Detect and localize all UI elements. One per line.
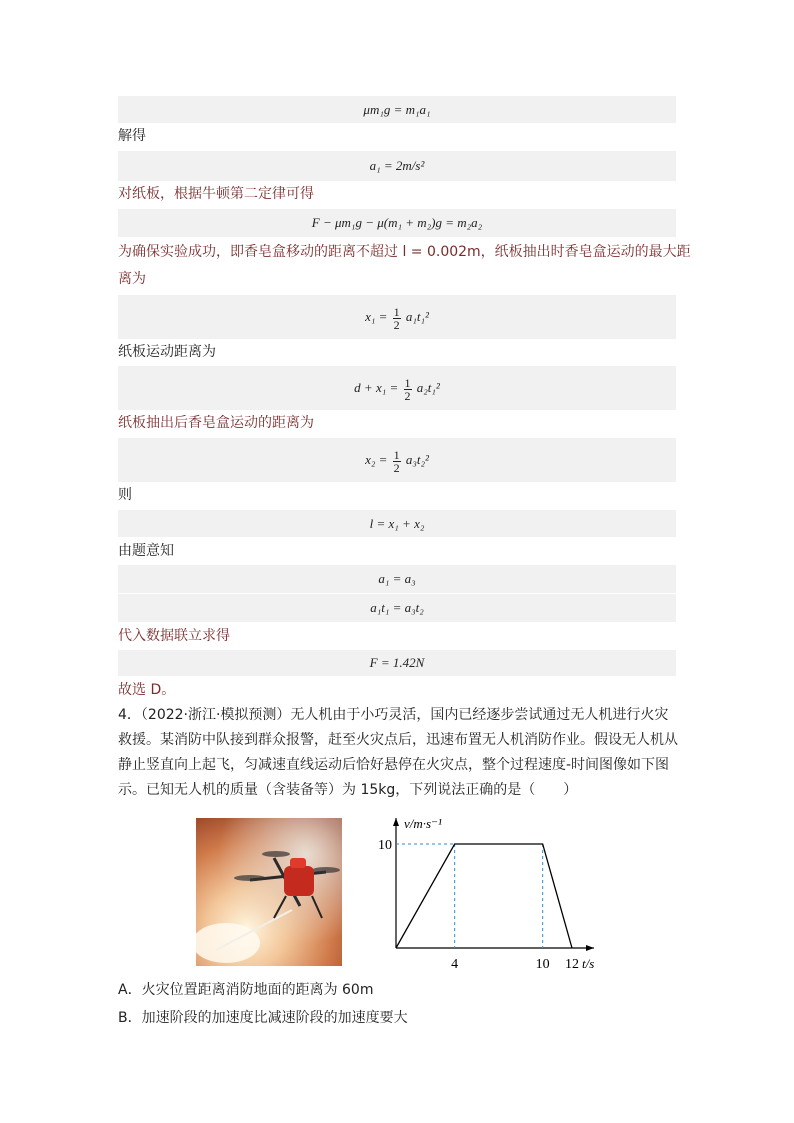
y-tick-label: 10 <box>378 838 392 853</box>
option-a[interactable]: A．火灾位置距离消防地面的距离为 60m <box>118 982 374 998</box>
fraction-half <box>393 306 401 331</box>
equation-lhs: x₁ = <box>365 309 388 324</box>
text-zhiban: 对纸板，根据牛顿第二定律可得 <box>118 186 314 202</box>
x-tick-label: 4 <box>451 957 459 972</box>
fraction-numerator: 1 <box>393 447 400 462</box>
fraction-denominator: 2 <box>393 460 400 475</box>
chart-series <box>396 844 572 948</box>
chart-guides <box>396 844 543 948</box>
equation-f-result <box>118 650 676 676</box>
equation-a1 <box>118 151 676 181</box>
equation-text: l = x₁ + x₂ <box>369 516 425 531</box>
fraction-denominator: 2 <box>393 317 400 332</box>
fraction-numerator: 1 <box>404 375 411 390</box>
velocity-time-chart <box>372 810 604 972</box>
equation-x2 <box>118 438 676 482</box>
equation-x1 <box>118 295 676 339</box>
y-axis-label: v/m·s⁻¹ <box>404 816 442 831</box>
equation-l-sum <box>118 510 676 537</box>
text-tiyi: 由题意知 <box>118 543 174 559</box>
text-dairu: 代入数据联立求得 <box>118 628 230 644</box>
fraction-half <box>404 377 412 402</box>
drone-fire-photo <box>196 818 342 966</box>
text-chouchu: 纸板抽出后香皂盒运动的距离为 <box>118 415 314 431</box>
x-tick-label: 12 <box>565 957 579 972</box>
equation-newton-board <box>118 209 676 237</box>
equation-text: μm₁g = m₁a₁ <box>363 102 431 117</box>
equation-rhs: a₁t₁² <box>405 309 429 324</box>
equation-lhs: x₂ = <box>365 452 388 467</box>
text-answer: 故选 D。 <box>118 682 176 698</box>
chart-axes <box>393 818 594 951</box>
equation-d-x1 <box>118 366 676 410</box>
x-axis-label: t/s <box>582 956 595 971</box>
equation-text: F = 1.42N <box>369 655 425 670</box>
text-quebao-line2: 离为 <box>118 271 146 287</box>
text-quebao-line1: 为确保实验成功，即香皂盒移动的距离不超过 l = 0.002m，纸板抽出时香皂盒运动的最大距 <box>118 244 691 260</box>
text-jiede: 解得 <box>118 128 146 144</box>
text-ze: 则 <box>118 487 132 503</box>
x-axis-arrow <box>586 945 594 951</box>
equation-text: a₁ = a₃ <box>378 571 416 586</box>
equation-text: a₁ = 2m/s² <box>369 158 425 173</box>
text-yundong: 纸板运动距离为 <box>118 344 216 360</box>
fraction-half <box>393 449 401 474</box>
fraction-numerator: 1 <box>393 304 400 319</box>
x-tick-label: 10 <box>535 957 550 972</box>
equation-friction <box>118 96 676 123</box>
equation-text: F − μm₁g − μ(m₁ + m₂)g = m₂a₂ <box>311 215 483 230</box>
option-b[interactable]: B．加速阶段的加速度比减速阶段的加速度要大 <box>118 1010 408 1026</box>
equation-a1-a3 <box>118 565 676 593</box>
equation-text: a₁t₁ = a₃t₂ <box>370 600 424 615</box>
fraction-denominator: 2 <box>404 388 411 403</box>
equation-lhs: d + x₁ = <box>354 380 399 395</box>
y-axis-arrow <box>393 818 399 826</box>
series-line <box>396 844 572 948</box>
equation-rhs: a₃t₂² <box>405 452 429 467</box>
equation-rhs: a₂t₁² <box>416 380 440 395</box>
question-4-text: 4．（2022·浙江·模拟预测）无人机由于小巧灵活，国内已经逐步尝试通过无人机进行火灾救援。某消防中队接到群众报警，赶至火灾点后，迅速布置无人机消防作业。假设无人机从静止竖直向上起飞，匀减速直线运动后恰好悬停在火灾点，整个过程速度-时间图像如下图示。已知无人机的质量（含装备等）为 15kg，下列说法正确的是（ ） <box>118 707 678 798</box>
equation-a1t1 <box>118 594 676 622</box>
